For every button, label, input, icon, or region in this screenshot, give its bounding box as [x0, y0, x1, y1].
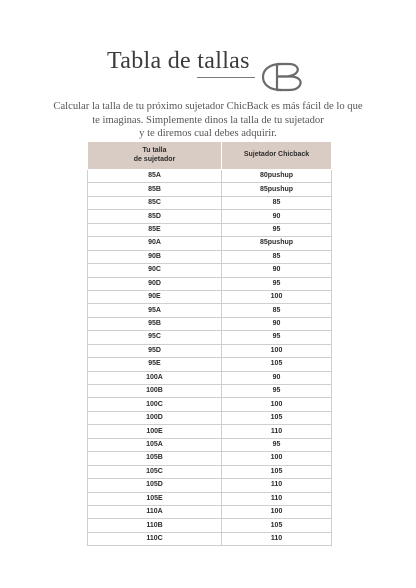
table-row: [88, 532, 332, 545]
cell-chicback-size: 85pushup: [222, 183, 332, 196]
cell-your-size: 100C: [88, 398, 222, 411]
size-table: [87, 141, 332, 546]
cell-your-size: 100A: [88, 371, 222, 384]
intro-line: y te diremos cual debes adquirir.: [139, 128, 277, 139]
cell-chicback-size: 105: [222, 465, 332, 478]
cell-your-size: 90C: [88, 264, 222, 277]
table-row: [88, 290, 332, 303]
cell-chicback-size: 100: [222, 452, 332, 465]
cell-chicback-size: 85: [222, 196, 332, 209]
cell-chicback-size: 110: [222, 425, 332, 438]
header-line: Tu talla: [142, 147, 167, 154]
intro-line: te imaginas. Simplemente dinos la talla de tu sujetador: [92, 114, 324, 126]
cell-your-size: 100D: [88, 411, 222, 424]
cell-chicback-size: 100: [222, 344, 332, 357]
cell-your-size: 105E: [88, 492, 222, 505]
column-header-your-size: [88, 142, 222, 170]
header-line: de sujetador: [133, 155, 176, 163]
table-row: [88, 358, 332, 371]
cell-your-size: 85A: [88, 170, 222, 183]
table-header-row: [88, 142, 332, 170]
cell-chicback-size: 95: [222, 438, 332, 451]
cell-your-size: 85D: [88, 210, 222, 223]
table-row: [88, 304, 332, 317]
cell-chicback-size: 85pushup: [222, 237, 332, 250]
cell-your-size: 110B: [88, 519, 222, 532]
cell-chicback-size: 100: [222, 398, 332, 411]
cell-chicback-size: 90: [222, 264, 332, 277]
cell-chicback-size: 90: [222, 210, 332, 223]
cell-your-size: 105C: [88, 465, 222, 478]
table-row: [88, 398, 332, 411]
cell-your-size: 90D: [88, 277, 222, 290]
cell-your-size: 95E: [88, 358, 222, 371]
cell-chicback-size: 95: [222, 331, 332, 344]
cell-your-size: 105D: [88, 479, 222, 492]
cell-your-size: 110C: [88, 532, 222, 545]
table-row: [88, 479, 332, 492]
cell-your-size: 105A: [88, 438, 222, 451]
cell-chicback-size: 95: [222, 223, 332, 236]
cell-chicback-size: 105: [222, 358, 332, 371]
cell-your-size: 95A: [88, 304, 222, 317]
cell-your-size: 90B: [88, 250, 222, 263]
table-row: [88, 170, 332, 183]
cell-chicback-size: 100: [222, 290, 332, 303]
table-row: [88, 183, 332, 196]
column-header-chicback: Sujetador Chicback: [222, 142, 332, 170]
table-row: [88, 505, 332, 518]
title-underline: [197, 77, 255, 78]
cell-your-size: 105B: [88, 452, 222, 465]
table-row: [88, 223, 332, 236]
table-row: [88, 210, 332, 223]
table-row: [88, 452, 332, 465]
table-row: [88, 465, 332, 478]
table-row: [88, 385, 332, 398]
cell-your-size: 95D: [88, 344, 222, 357]
cell-your-size: 85B: [88, 183, 222, 196]
cell-chicback-size: 95: [222, 277, 332, 290]
cell-your-size: 85C: [88, 196, 222, 209]
table-row: [88, 344, 332, 357]
chicback-logo: [259, 58, 305, 96]
cell-your-size: 110A: [88, 505, 222, 518]
cell-chicback-size: 95: [222, 385, 332, 398]
page-title: Tabla de tallas: [107, 48, 250, 74]
table-row: [88, 371, 332, 384]
cell-chicback-size: 85: [222, 304, 332, 317]
cell-your-size: 85E: [88, 223, 222, 236]
cell-your-size: 100E: [88, 425, 222, 438]
table-row: [88, 264, 332, 277]
cell-chicback-size: 110: [222, 479, 332, 492]
cell-chicback-size: 105: [222, 411, 332, 424]
cell-chicback-size: 90: [222, 371, 332, 384]
cell-chicback-size: 110: [222, 532, 332, 545]
cell-chicback-size: 90: [222, 317, 332, 330]
cell-your-size: 95C: [88, 331, 222, 344]
intro-line: Calcular la talla de tu próximo sujetador ChicBack es más fácil de lo que: [53, 101, 363, 112]
cell-chicback-size: 110: [222, 492, 332, 505]
table-row: [88, 519, 332, 532]
table-row: [88, 277, 332, 290]
table-row: [88, 237, 332, 250]
table-row: [88, 317, 332, 330]
cell-chicback-size: 100: [222, 505, 332, 518]
table-row: [88, 438, 332, 451]
cell-chicback-size: 85: [222, 250, 332, 263]
cell-your-size: 90A: [88, 237, 222, 250]
cell-your-size: 95B: [88, 317, 222, 330]
cell-chicback-size: 105: [222, 519, 332, 532]
table-row: [88, 411, 332, 424]
table-row: [88, 425, 332, 438]
cell-your-size: 90E: [88, 290, 222, 303]
cell-chicback-size: 80pushup: [222, 170, 332, 183]
table-row: [88, 250, 332, 263]
table-row: [88, 196, 332, 209]
intro-paragraph: [30, 100, 386, 141]
cell-your-size: 100B: [88, 385, 222, 398]
table-row: [88, 492, 332, 505]
table-row: [88, 331, 332, 344]
table-body: [88, 170, 332, 546]
